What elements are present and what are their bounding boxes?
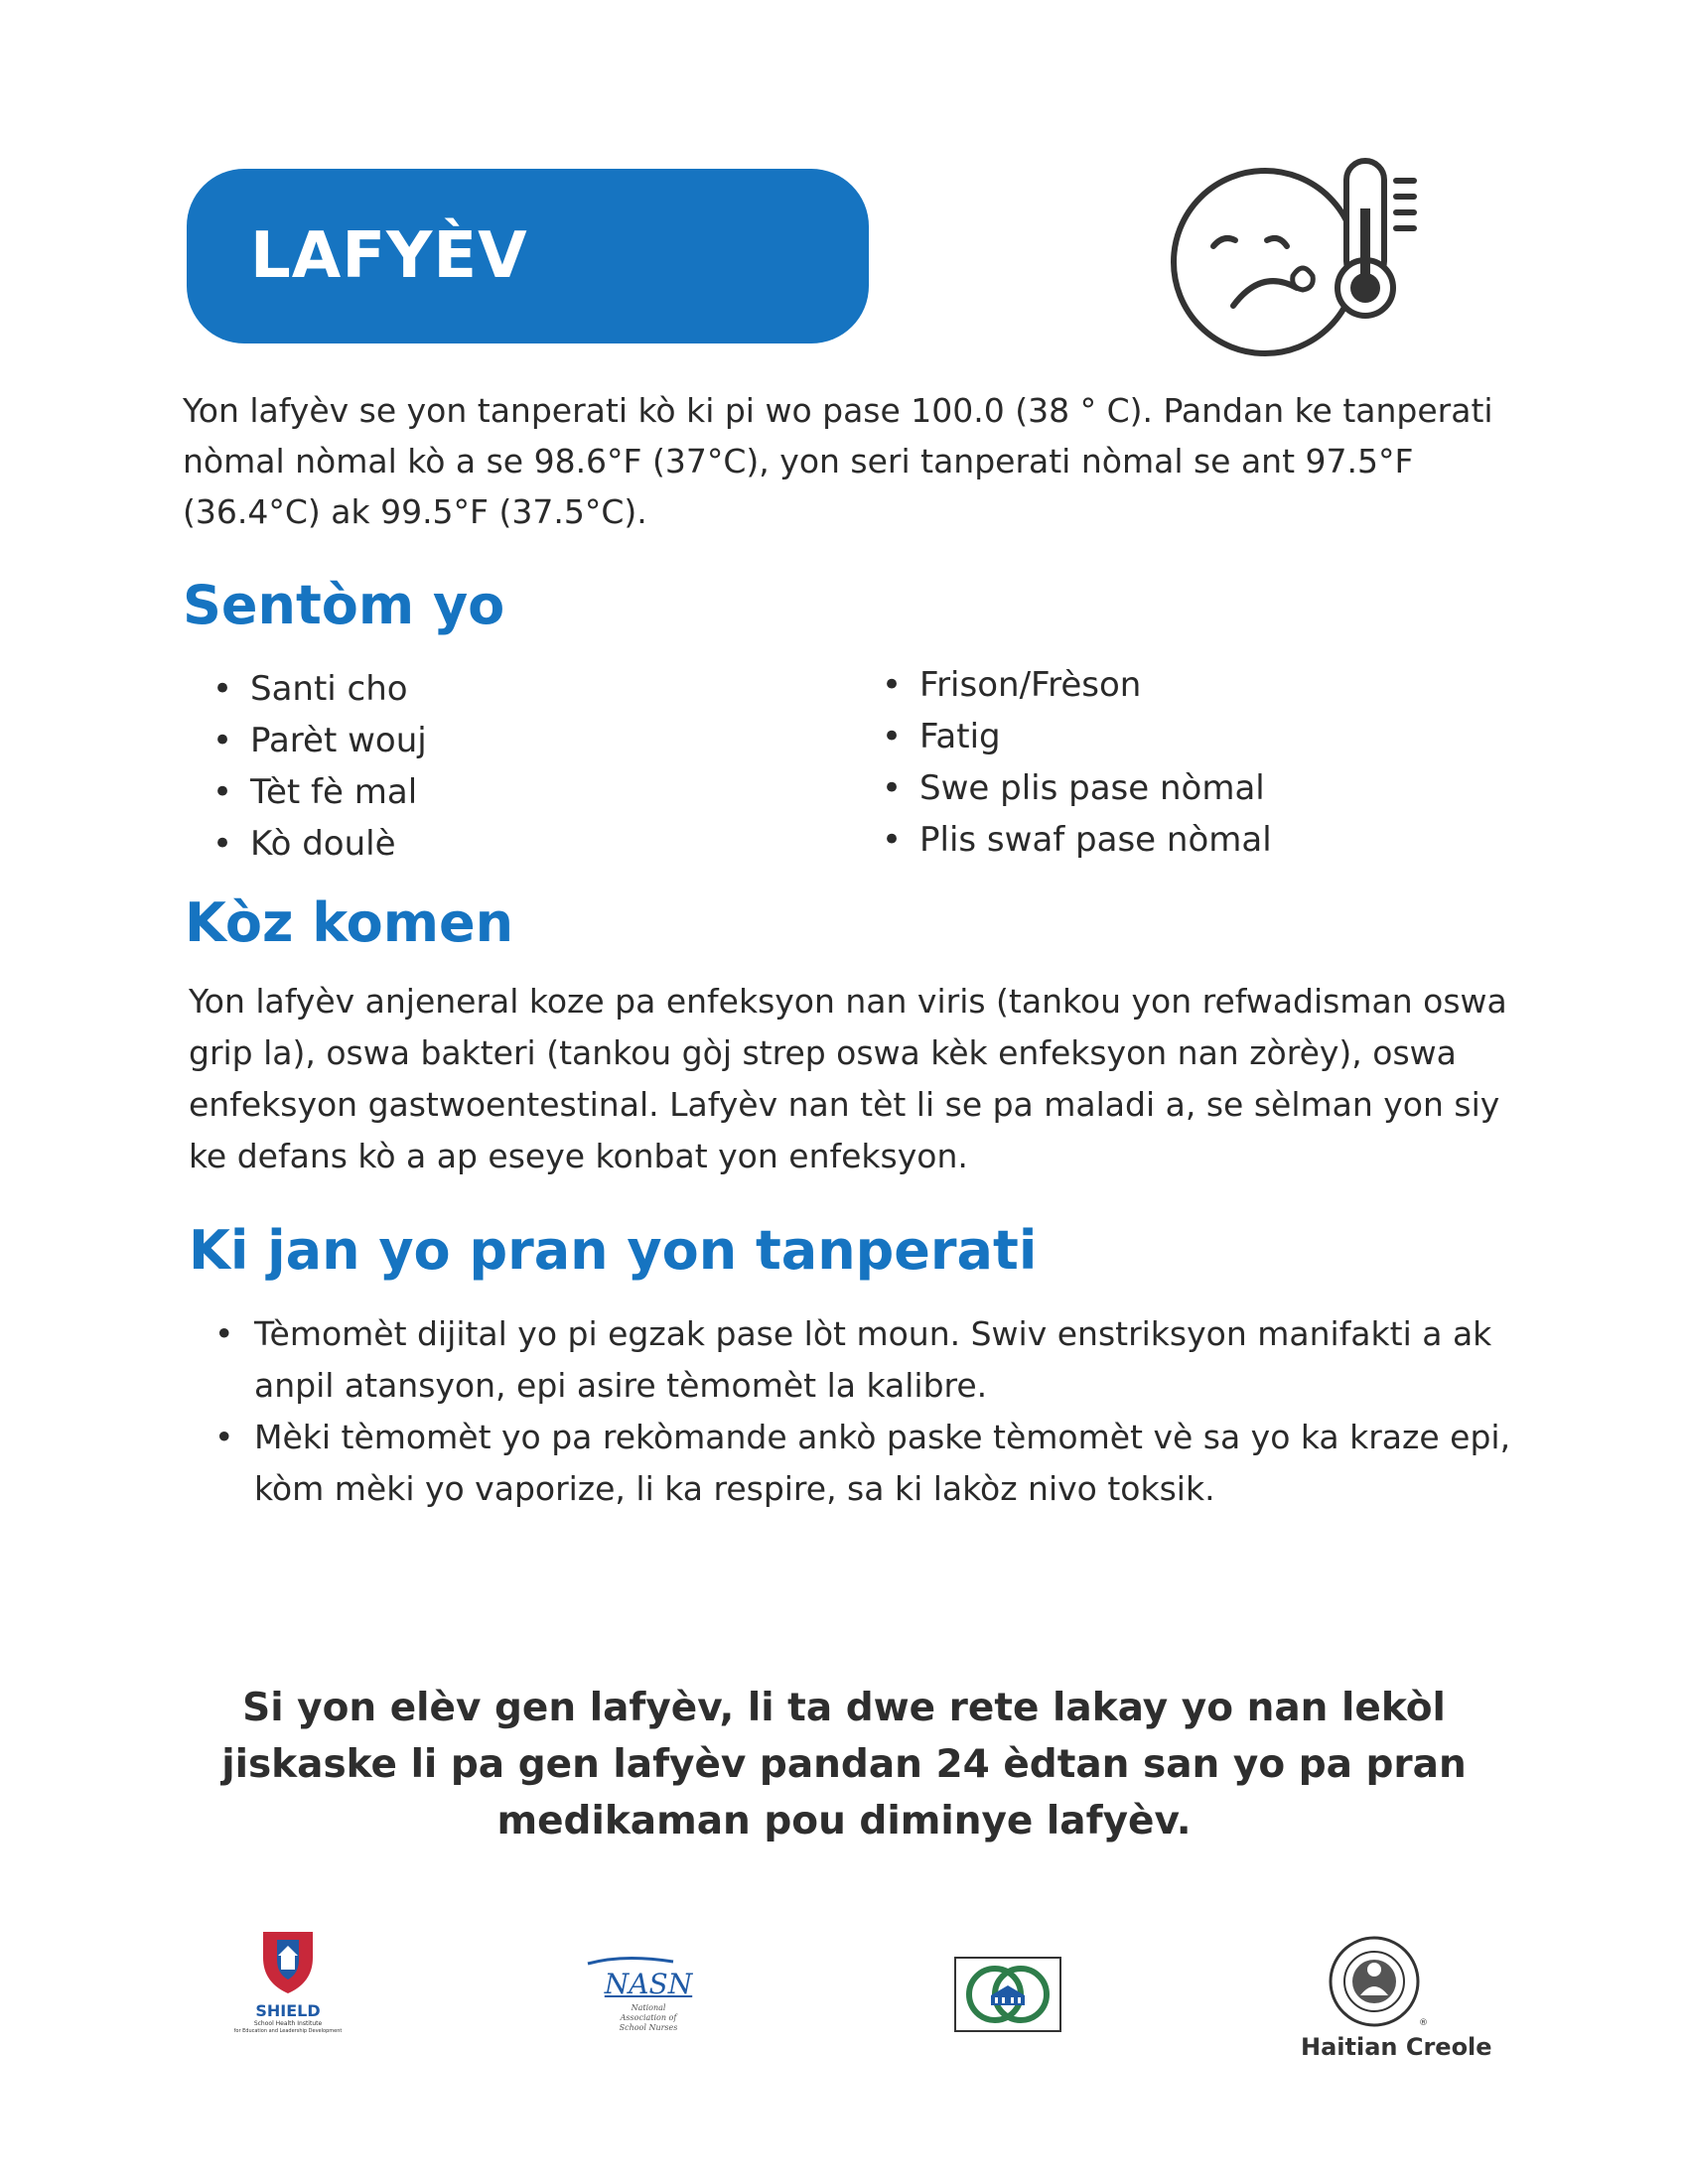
- list-item: • Santi cho: [185, 663, 820, 715]
- list-item: • Plis swaf pase nòmal: [854, 814, 1509, 866]
- nasn-logo: [584, 1951, 713, 2040]
- language-label: Haitian Creole: [1301, 2033, 1492, 2061]
- svg-text:®: ®: [1419, 2018, 1428, 2028]
- list-item: • Tèmomèt dijital yo pi egzak pase lòt moun. Swiv enstriksyon manifakti a ak anpil atansyon, epi asire tèmomèt la kalibre.: [209, 1308, 1519, 1412]
- shield-emblem-icon: [204, 1928, 372, 1997]
- list-item: • Fatig: [854, 711, 1509, 762]
- aap-seal: [1321, 1934, 1430, 2028]
- symptoms-list-left: [185, 663, 820, 870]
- nasn-subtitle-line: School Nurses: [619, 2023, 678, 2032]
- howto-heading: Ki jan yo pran yon tanperati: [189, 1219, 1038, 1282]
- causes-paragraph: Yon lafyèv anjeneral koze pa enfeksyon nan viris (tankou yon refwadisman oswa grip la), oswa bakteri (tankou gòj strep oswa kèk enfeksyon nan zòrèy), oswa enfeksyon gastwoentestinal. Lafyèv nan tèt li se pa maladi a, se sèlman yon siy ke defans kò a ap eseye konbat yon enfeksyon.: [189, 982, 1507, 1175]
- title-banner: [187, 169, 869, 343]
- page-title: LAFYÈV: [250, 219, 528, 293]
- nasn-subtitle-line: Association of: [620, 2013, 677, 2022]
- nasn-subtitle-line: National: [631, 2003, 666, 2012]
- list-item: • Parèt wouj: [185, 715, 820, 766]
- list-item: • Kò doulè: [185, 818, 820, 870]
- symptoms-list-right: [854, 659, 1509, 866]
- list-item: • Tèt fè mal: [185, 766, 820, 818]
- causes-heading: Kòz komen: [185, 891, 514, 954]
- exclusion-callout: Si yon elèv gen lafyèv, li ta dwe rete lakay yo nan lekòl jiskaske li pa gen lafyèv pandan 24 èdtan san yo pa pran medikaman pou diminye lafyèv.: [221, 1686, 1467, 1843]
- howto-list: [209, 1308, 1519, 1515]
- list-item: • Mèki tèmomèt yo pa rekòmande ankò paske tèmomèt vè sa yo ka kraze epi, kòm mèki yo vaporize, li ka respire, sa ki lakòz nivo toksik.: [209, 1412, 1519, 1515]
- intro-paragraph: Yon lafyèv se yon tanperati kò ki pi wo pase 100.0 (38 ° C). Pandan ke tanperati nòmal nòmal kò a se 98.6°F (37°C), yon seri tanperati nòmal se ant 97.5°F (36.4°C) ak 99.5°F (37.5°C).: [183, 391, 1493, 531]
- nasn-swoosh-icon: [584, 1956, 713, 1966]
- school-health-logo: [953, 1956, 1062, 2033]
- shield-subtitle: School Health Institute: [253, 2020, 323, 2027]
- list-item: • Frison/Frèson: [854, 659, 1509, 711]
- shield-name: SHIELD: [255, 2001, 321, 2020]
- aap-seal-icon: [1321, 1934, 1430, 2028]
- fever-face-thermometer-icon: [1170, 149, 1430, 362]
- shield-subtitle-2: for Education and Leadership Development: [233, 2028, 343, 2034]
- nasn-name: NASN: [604, 1968, 693, 2000]
- symptoms-heading: Sentòm yo: [183, 574, 505, 636]
- shield-logo: [204, 1928, 372, 2037]
- list-item: • Swe plis pase nòmal: [854, 762, 1509, 814]
